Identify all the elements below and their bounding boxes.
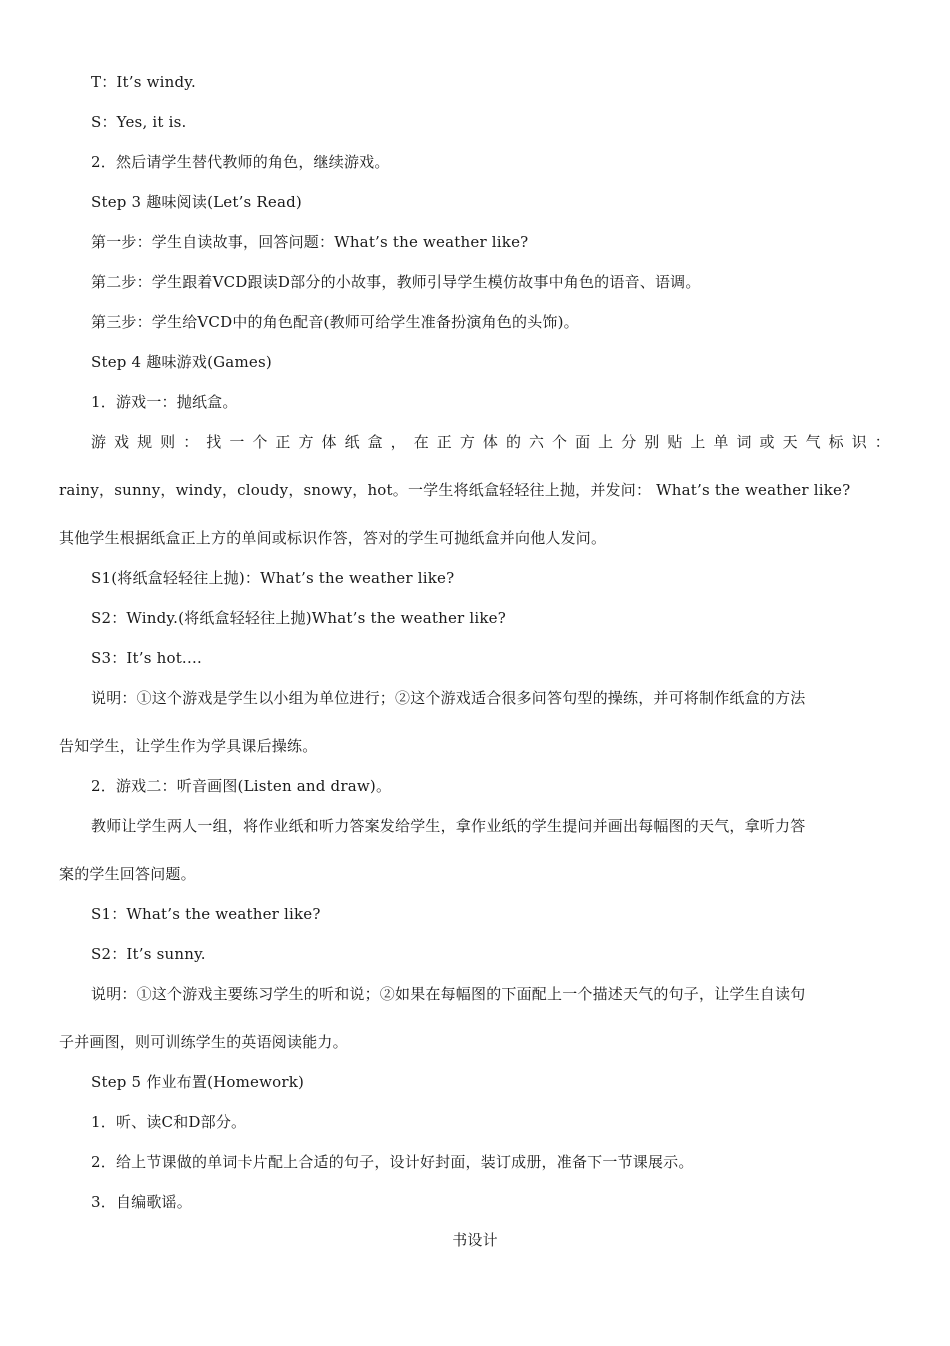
step-substep: 第一步：学生自读故事，回答问题：What’s the weather like? [91, 233, 529, 251]
game-rules-continued: rainy，sunny，windy，cloudy，snowy，hot。一学生将纸盒轻轻往上抛，并发问： What’s the weather like? [59, 481, 851, 499]
note-paragraph-continued: 告知学生，让学生作为学具课后操练。 [59, 737, 318, 755]
game-description-continued: 案的学生回答问题。 [59, 865, 196, 883]
game-title: 2．游戏二：听音画图(Listen and draw)。 [91, 777, 392, 795]
dialogue-line-student: S：Yes, it is. [91, 113, 187, 131]
game-title: 1．游戏一：抛纸盒。 [91, 393, 238, 411]
dialogue-line: S1：What’s the weather like? [91, 905, 321, 923]
note-paragraph: 说明：①这个游戏主要练习学生的听和说；②如果在每幅图的下面配上一个描述天气的句子，让学生自读句 [91, 985, 806, 1003]
step-substep: 第三步：学生给VCD中的角色配音(教师可给学生准备扮演角色的头饰)。 [91, 313, 579, 331]
dialogue-line: S1(将纸盒轻轻往上抛)：What’s the weather like? [91, 569, 455, 587]
dialogue-line: S3：It’s hot.… [91, 649, 203, 667]
note-paragraph-continued: 子并画图，则可训练学生的英语阅读能力。 [59, 1033, 348, 1051]
homework-item: 3．自编歌谣。 [91, 1193, 192, 1211]
step-substep: 第二步：学生跟着VCD跟读D部分的小故事，教师引导学生模仿故事中角色的语音、语调。 [91, 273, 701, 291]
homework-item: 2．给上节课做的单词卡片配上合适的句子，设计好封面，装订成册，准备下一节课展示。 [91, 1153, 694, 1171]
step-item: 2．然后请学生替代教师的角色，继续游戏。 [91, 153, 390, 171]
game-rules-continued: 其他学生根据纸盒正上方的单间或标识作答，答对的学生可抛纸盒并向他人发问。 [59, 529, 607, 547]
dialogue-line: S2：It’s sunny. [91, 945, 206, 963]
step-heading: Step 4 趣味游戏(Games) [91, 353, 272, 371]
step-heading: Step 3 趣味阅读(Let’s Read) [91, 193, 302, 211]
section-title: 书设计 [452, 1231, 498, 1249]
game-description: 教师让学生两人一组，将作业纸和听力答案发给学生，拿作业纸的学生提问并画出每幅图的天气，拿听力答 [91, 817, 806, 835]
step-heading: Step 5 作业布置(Homework) [91, 1073, 305, 1091]
note-paragraph: 说明：①这个游戏是学生以小组为单位进行；②这个游戏适合很多问答句型的操练，并可将制作纸盒的方法 [91, 689, 806, 707]
dialogue-line-teacher: T：It’s windy. [91, 73, 196, 91]
dialogue-line: S2：Windy.(将纸盒轻轻往上抛)What’s the weather like? [91, 609, 506, 627]
game-rules: 游戏规则：找一个正方体纸盒，在正方体的六个面上分别贴上单词或天气标识： [91, 433, 890, 451]
homework-item: 1．听、读C和D部分。 [91, 1113, 247, 1131]
